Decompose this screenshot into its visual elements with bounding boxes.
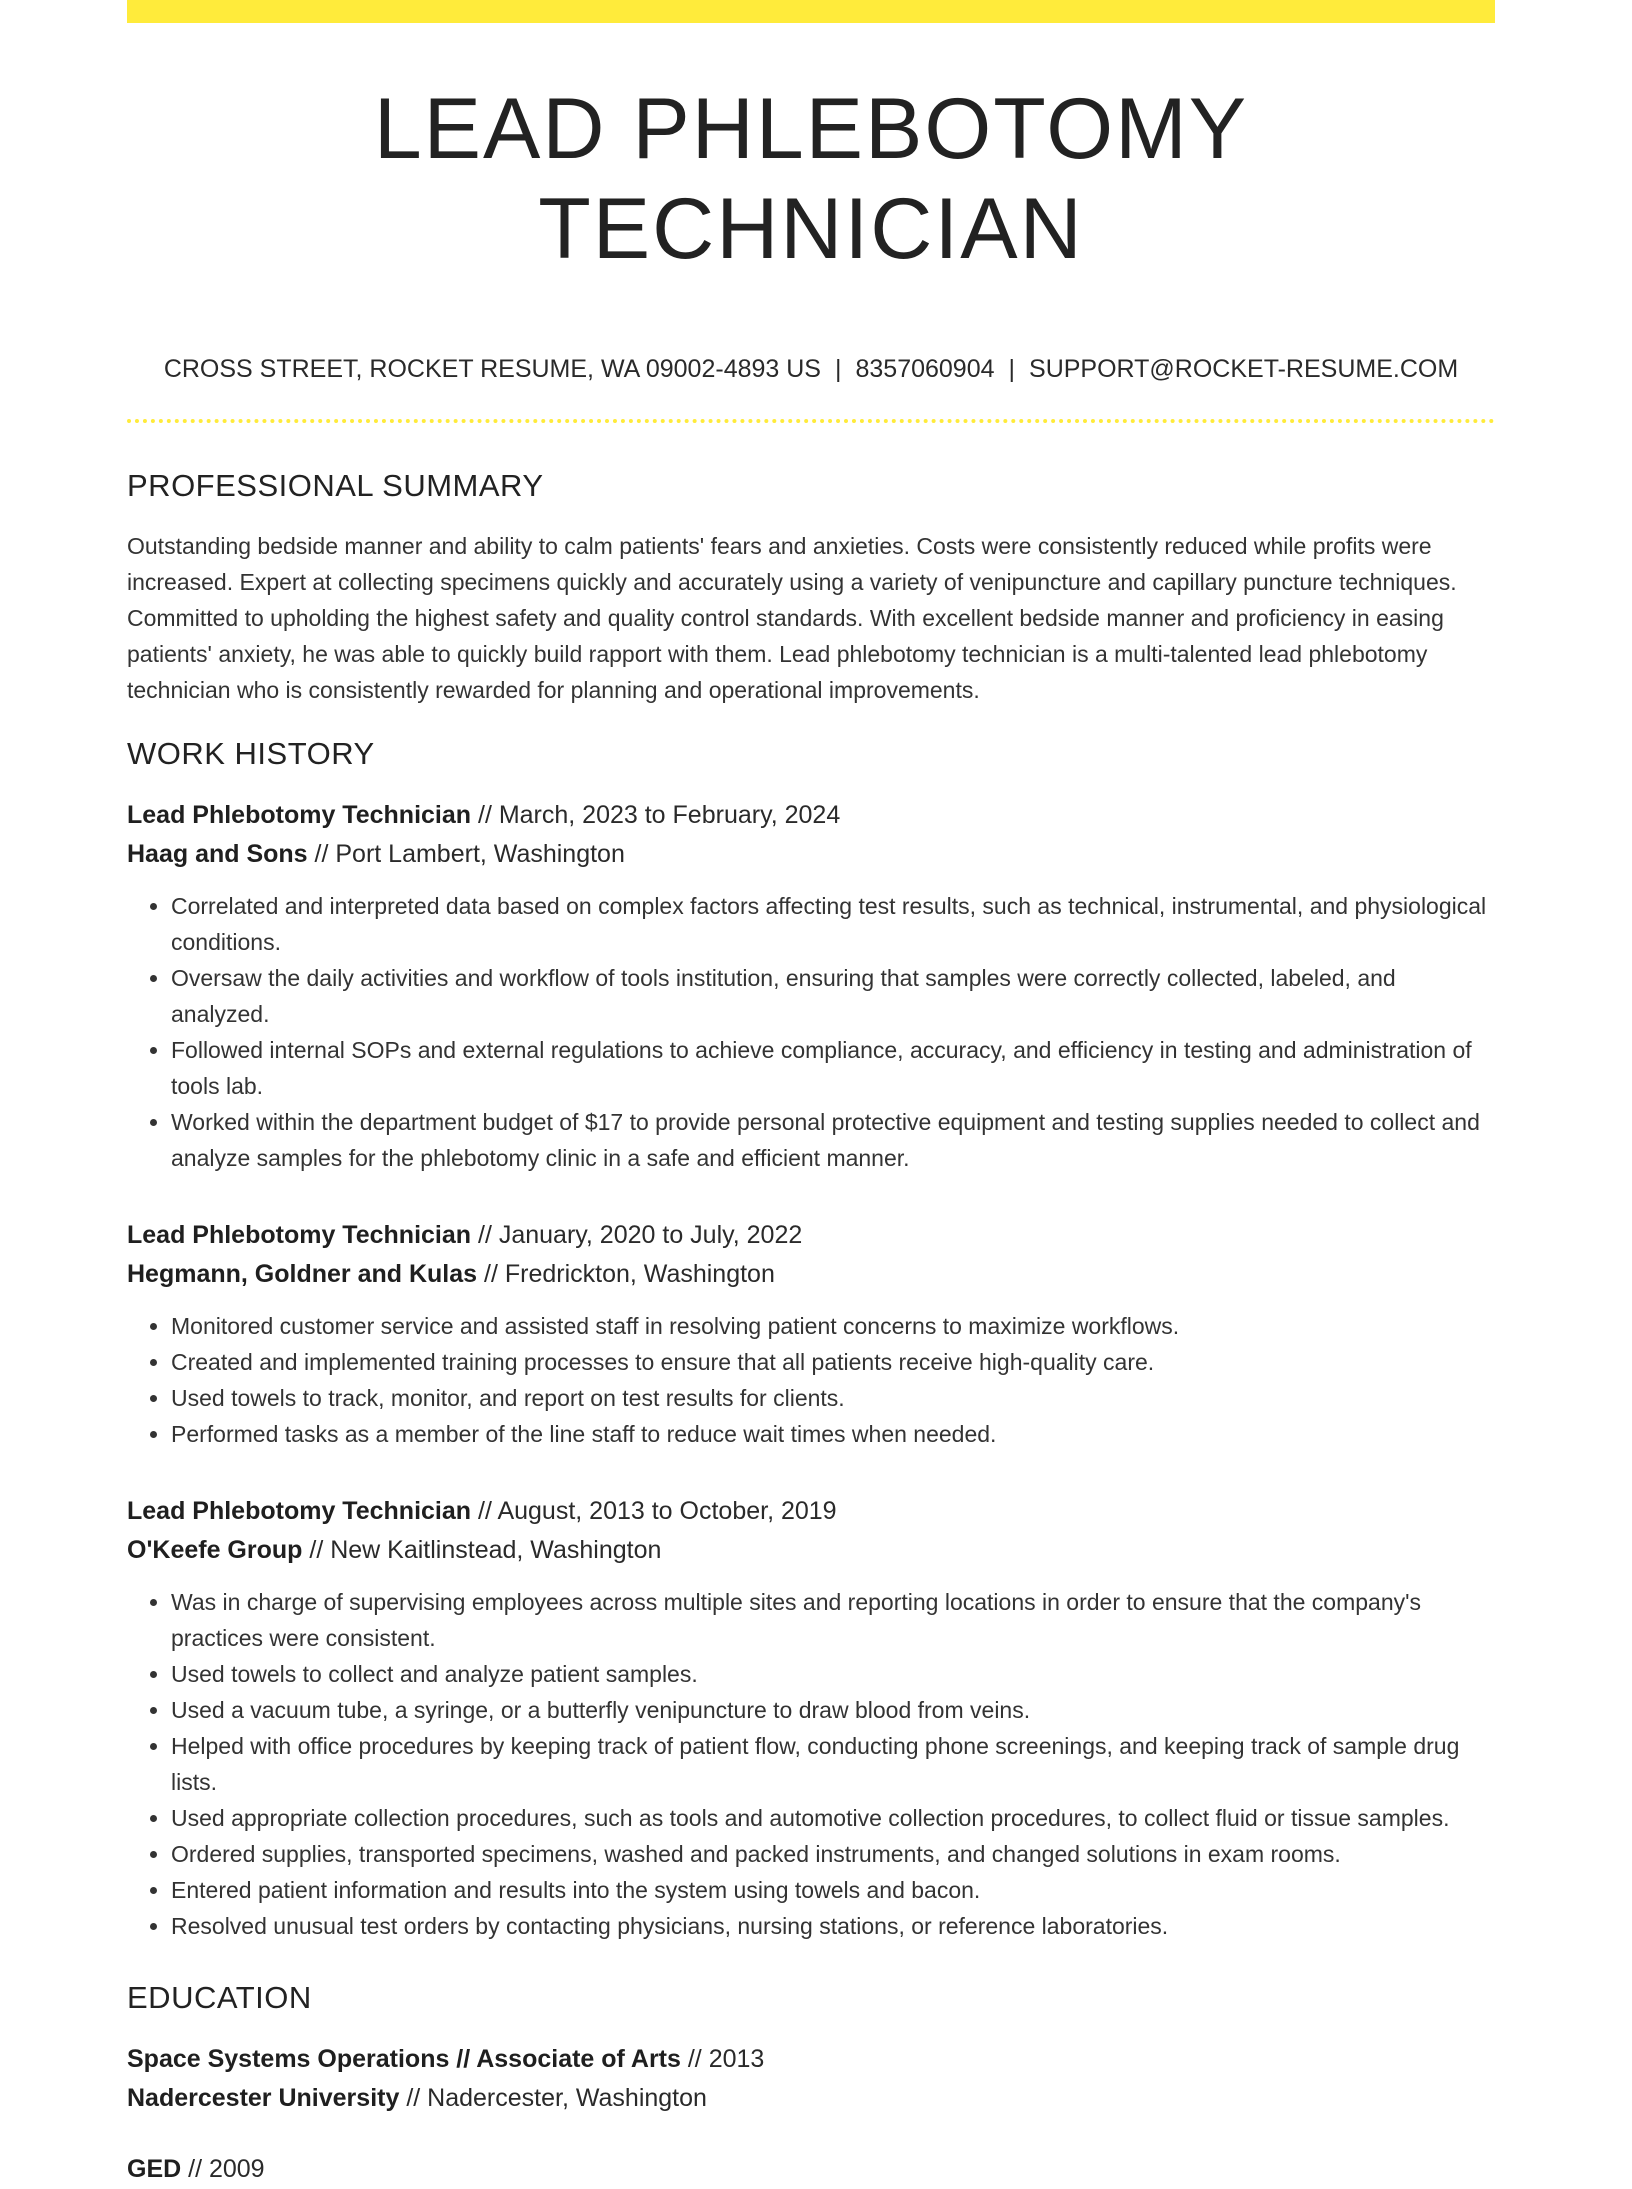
job-role: Lead Phlebotomy Technician	[127, 801, 472, 829]
contact-email: SUPPORT@ROCKET-RESUME.COM	[1029, 355, 1459, 383]
job-bullet: • Used appropriate collection procedures, such as tools and automotive collection procedures, to collect fluid or tissue samples.	[171, 1800, 1495, 1836]
education-location: // Nadercester, Washington	[399, 2084, 707, 2112]
job-dates: // January, 2020 to July, 2022	[471, 1221, 803, 1249]
job-bullet: • Monitored customer service and assisted staff in resolving patient concerns to maximize workflows.	[171, 1308, 1495, 1344]
job-role: Lead Phlebotomy Technician	[127, 1497, 472, 1525]
education-degree-line	[127, 2150, 1495, 2189]
job-company: Haag and Sons	[127, 840, 308, 868]
dotted-divider	[127, 419, 1495, 423]
job-entry	[127, 1216, 1495, 1452]
education-school-line	[127, 2079, 1495, 2118]
job-title-line	[127, 1216, 1495, 1255]
job-company-line	[127, 1531, 1495, 1570]
contact-address: CROSS STREET, ROCKET RESUME, WA 09002-4893 US	[163, 355, 821, 383]
job-bullets	[127, 888, 1495, 1176]
job-company-line	[127, 835, 1495, 874]
job-bullet: • Resolved unusual test orders by contacting physicians, nursing stations, or reference laboratories.	[171, 1908, 1495, 1944]
job-dates: // August, 2013 to October, 2019	[471, 1497, 837, 1525]
summary-text: Outstanding bedside manner and ability to calm patients' fears and anxieties. Costs were consistently reduced while profits were increased. Expert at collecting specimens quickly and accurately using a variety of venipuncture and capillary puncture techniques. Committed to upholding the highest safety and quality control standards. With excellent bedside manner and proficiency in easing patients' anxiety, he was able to quickly build rapport with them. Lead phlebotomy technician is a multi-talented lead phlebotomy technician who is consistently rewarded for planning and operational improvements.	[127, 533, 1457, 703]
job-location: // New Kaitlinstead, Washington	[302, 1536, 662, 1564]
resume-name: LEAD PHLEBOTOMY TECHNICIAN	[373, 81, 1249, 277]
resume-content	[127, 0, 1495, 2189]
education-school: Nadercester University	[127, 2084, 400, 2112]
summary-heading: PROFESSIONAL SUMMARY	[127, 468, 544, 503]
job-bullets	[127, 1308, 1495, 1452]
job-company: O'Keefe Group	[127, 1536, 303, 1564]
education-degree: Space Systems Operations // Associate of Arts	[127, 2045, 681, 2073]
job-location: // Fredrickton, Washington	[477, 1260, 775, 1288]
education-year: // 2013	[680, 2045, 765, 2073]
job-title-line	[127, 796, 1495, 835]
job-title-line	[127, 1492, 1495, 1531]
job-bullet: • Used towels to collect and analyze patient samples.	[171, 1656, 1495, 1692]
education-entry	[127, 2040, 1495, 2118]
job-bullet: • Was in charge of supervising employees across multiple sites and reporting locations in order to ensure that the company's practices were consistent.	[171, 1584, 1495, 1656]
contact-separator: |	[1008, 355, 1016, 383]
job-entry	[127, 1492, 1495, 1944]
job-dates: // March, 2023 to February, 2024	[471, 801, 841, 829]
job-bullet: • Performed tasks as a member of the line staff to reduce wait times when needed.	[171, 1416, 1495, 1452]
education-entry	[127, 2150, 1495, 2189]
education-year: // 2009	[181, 2155, 265, 2183]
job-company: Hegmann, Goldner and Kulas	[127, 1260, 478, 1288]
job-bullet: • Worked within the department budget of $17 to provide personal protective equipment and testing supplies needed to collect and analyze samples for the phlebotomy clinic in a safe and efficient manner.	[171, 1104, 1495, 1176]
job-bullet: • Created and implemented training processes to ensure that all patients receive high-quality care.	[171, 1344, 1495, 1380]
job-bullets	[127, 1584, 1495, 1944]
job-location: // Port Lambert, Washington	[307, 840, 625, 868]
job-bullet: • Used a vacuum tube, a syringe, or a butterfly venipuncture to draw blood from veins.	[171, 1692, 1495, 1728]
job-bullet: • Used towels to track, monitor, and report on test results for clients.	[171, 1380, 1495, 1416]
contact-line	[127, 353, 1495, 385]
job-entry	[127, 796, 1495, 1176]
job-role: Lead Phlebotomy Technician	[127, 1221, 472, 1249]
job-bullet: • Ordered supplies, transported specimens, washed and packed instruments, and changed solutions in exam rooms.	[171, 1836, 1495, 1872]
job-bullet: • Correlated and interpreted data based on complex factors affecting test results, such as technical, instrumental, and physiological conditions.	[171, 888, 1495, 960]
job-bullet: • Helped with office procedures by keeping track of patient flow, conducting phone screenings, and keeping track of sample drug lists.	[171, 1728, 1495, 1800]
job-company-line	[127, 1255, 1495, 1294]
contact-separator: |	[834, 355, 842, 383]
contact-phone: 8357060904	[855, 355, 995, 383]
job-bullet: • Entered patient information and results into the system using towels and bacon.	[171, 1872, 1495, 1908]
job-bullet: • Followed internal SOPs and external regulations to achieve compliance, accuracy, and efficiency in testing and administration of tools lab.	[171, 1032, 1495, 1104]
education-degree-line	[127, 2040, 1495, 2079]
education-degree: GED	[127, 2155, 182, 2183]
job-bullet: • Oversaw the daily activities and workflow of tools institution, ensuring that samples were correctly collected, labeled, and analyzed.	[171, 960, 1495, 1032]
education-heading: EDUCATION	[127, 1980, 312, 2015]
work-history-heading: WORK HISTORY	[127, 736, 375, 771]
